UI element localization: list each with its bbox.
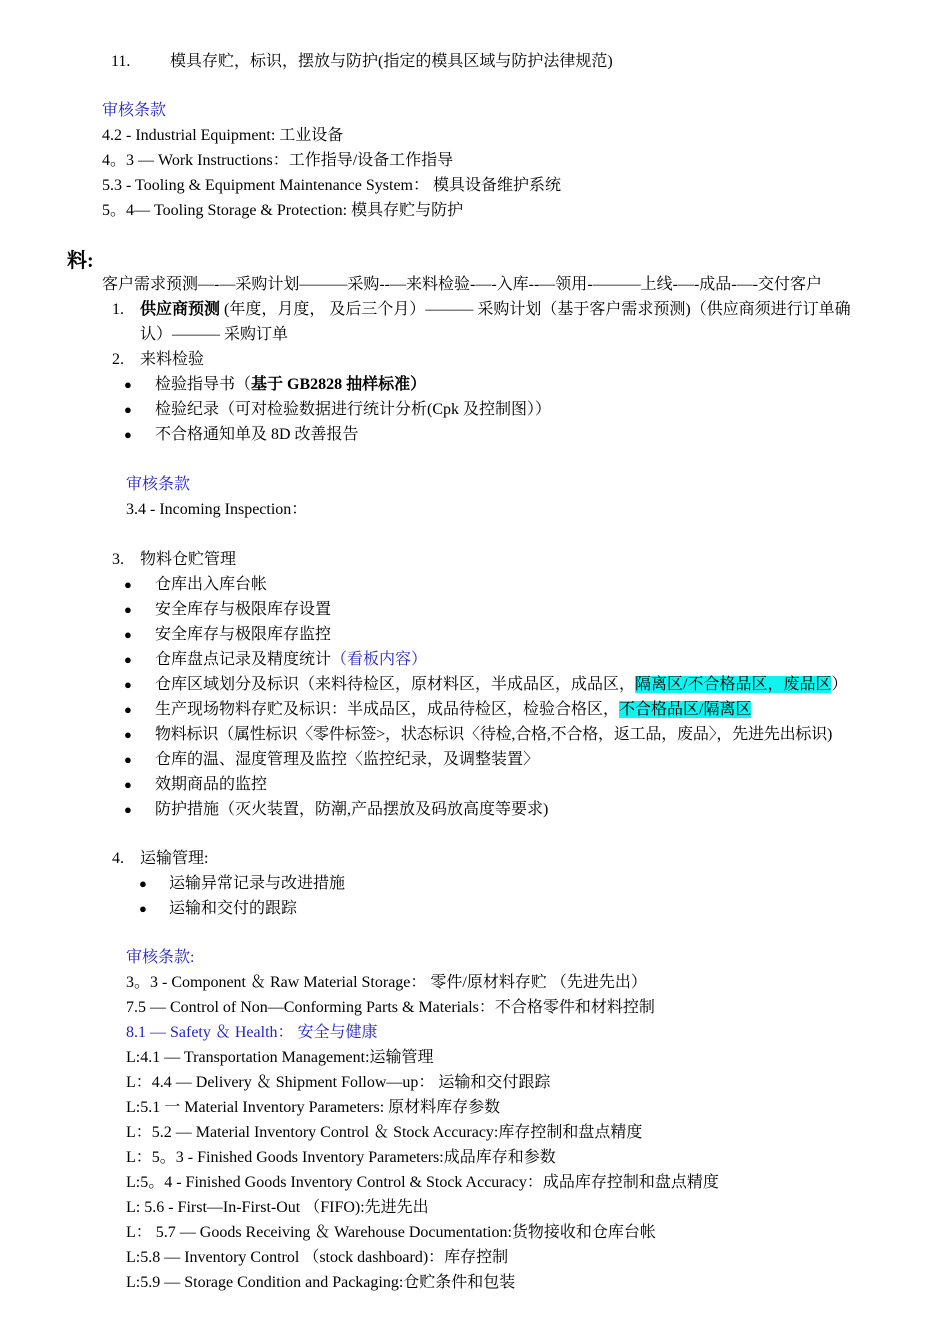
text-run: (年度，月度， 及后三个月）――― 采购计划（基于客户需求预测)（供应商须进行订单确 [220, 301, 851, 318]
bullet-icon: ● [124, 627, 132, 642]
audit-clause: L：5.2 — Material Inventory Control ＆ Stock Accuracy:库存控制和盘点精度 [126, 1124, 643, 1141]
list-number: 3. [112, 551, 124, 568]
bullet-text [155, 699, 751, 721]
audit-heading: 审核条款 [102, 102, 167, 119]
audit-clause: 3.4 - Incoming Inspection： [126, 501, 308, 518]
audit-clause: 4.2 - Industrial Equipment: 工业设备 [102, 127, 344, 144]
audit-clause: L:5.1 一 Material Inventory Parameters: 原材料库存参数 [126, 1099, 501, 1116]
bullet-text: 运输和交付的跟踪 [169, 900, 298, 917]
list-item-label: 来料检验 [140, 351, 205, 368]
audit-clause: 3。3 - Component ＆ Raw Material Storage： 零件/原材料存贮 （先进先出） [126, 974, 647, 991]
audit-clause: 8.1 — Safety ＆ Health： 安全与健康 [126, 1024, 378, 1041]
bullet-icon: ● [139, 901, 147, 916]
text-run: 仓库区域划分及标识（来料待检区，原材料区，半成品区，成品区， [155, 676, 636, 693]
text-run: 仓库盘点记录及精度统计 [155, 651, 332, 668]
bullet-text [155, 649, 427, 671]
bullet-icon: ● [124, 652, 132, 667]
audit-clause: 5。4— Tooling Storage & Protection: 模具存贮与防护 [102, 202, 464, 219]
bullet-text [155, 674, 847, 696]
list-item-text: 模具存贮，标识，摆放与防护(指定的模具区域与防护法律规范) [170, 53, 613, 70]
bullet-icon: ● [124, 677, 132, 692]
bullet-icon: ● [124, 402, 132, 417]
bullet-icon: ● [124, 777, 132, 792]
bullet-icon: ● [124, 602, 132, 617]
text-run: ） [831, 676, 848, 693]
bullet-text: 物料标识（属性标识〈零件标签>，状态标识〈待检,合格,不合格，返工品，废品〉，先进先出标识) [155, 726, 833, 743]
highlighted-text: 不合格品区/隔离区 [619, 701, 752, 718]
bullet-text: 不合格通知单及 8D 改善报告 [155, 426, 359, 443]
blue-note: （看板内容） [331, 651, 428, 668]
bullet-icon: ● [124, 577, 132, 592]
bullet-text: 仓库出入库台帐 [155, 576, 268, 593]
bullet-icon: ● [124, 727, 132, 742]
audit-clause: L:5.8 — Inventory Control （stock dashboard)：库存控制 [126, 1249, 509, 1266]
bold-term: 基于 GB2828 抽样标准） [251, 376, 427, 393]
audit-clause: L:5。4 - Finished Goods Inventory Control & Stock Accuracy：成品库存控制和盘点精度 [126, 1174, 719, 1191]
bullet-icon: ● [124, 702, 132, 717]
bullet-icon: ● [124, 377, 132, 392]
audit-clause: L：5。3 - Finished Goods Inventory Parameters:成品库存和参数 [126, 1149, 556, 1166]
audit-clause: 7.5 — Control of Non—Conforming Parts & Materials：不合格零件和材料控制 [126, 999, 655, 1016]
text-run: 生产现场物料存贮及标识：半成品区，成品待检区，检验合格区， [155, 701, 620, 718]
highlighted-text: 隔离区/不合格品区，废品区 [635, 676, 832, 693]
text-run: 检验指导书（ [155, 376, 252, 393]
bullet-icon: ● [124, 752, 132, 767]
bullet-icon: ● [124, 802, 132, 817]
audit-heading: 审核条款: [126, 949, 195, 966]
bullet-icon: ● [139, 876, 147, 891]
bullet-text: 防护措施（灭火装置，防潮,产品摆放及码放高度等要求) [155, 801, 549, 818]
audit-clause: L:5.9 — Storage Condition and Packaging:仓贮条件和包装 [126, 1274, 516, 1291]
audit-clause: 5.3 - Tooling & Equipment Maintenance System： 模具设备维护系统 [102, 177, 561, 194]
list-number: 4. [112, 850, 124, 867]
process-flow: 客户需求预测—-—采购计划———采购--—来料检验-—-入库--—领用-———上线-—-成品-—-交付客户 [102, 276, 822, 293]
bullet-text: 仓库的温、湿度管理及监控〈监控纪录，及调整装置〉 [155, 751, 540, 768]
bullet-text: 效期商品的监控 [155, 776, 268, 793]
audit-clause: L：4.4 — Delivery ＆ Shipment Follow—up： 运输和交付跟踪 [126, 1074, 551, 1091]
bold-term: 供应商预测 [140, 301, 221, 318]
audit-heading: 审核条款 [126, 476, 191, 493]
section-title: 料: [67, 250, 94, 272]
bullet-text: 运输异常记录与改进措施 [169, 875, 346, 892]
list-number: 1. [112, 301, 124, 318]
audit-clause: L:4.1 — Transportation Management:运输管理 [126, 1049, 434, 1066]
audit-clause: 4。3 — Work Instructions：工作指导/设备工作指导 [102, 152, 454, 169]
bullet-text: 安全库存与极限库存监控 [155, 626, 332, 643]
audit-clause: L: 5.6 - First—In-First-Out （FIFO):先进先出 [126, 1199, 429, 1216]
bullet-text: 安全库存与极限库存设置 [155, 601, 332, 618]
list-item-label: 运输管理: [140, 850, 209, 867]
list-item-text [140, 299, 851, 321]
audit-clause: L： 5.7 — Goods Receiving ＆ Warehouse Documentation:货物接收和仓库台帐 [126, 1224, 656, 1241]
list-number: 2. [112, 351, 124, 368]
bullet-text [155, 374, 426, 396]
bullet-text: 检验纪录（可对检验数据进行统计分析(Cpk 及控制图）） [155, 401, 552, 418]
list-item-label: 物料仓贮管理 [140, 551, 237, 568]
list-number: 11. [111, 53, 131, 70]
list-item-continuation: 认）――― 采购订单 [140, 326, 289, 343]
bullet-icon: ● [124, 427, 132, 442]
